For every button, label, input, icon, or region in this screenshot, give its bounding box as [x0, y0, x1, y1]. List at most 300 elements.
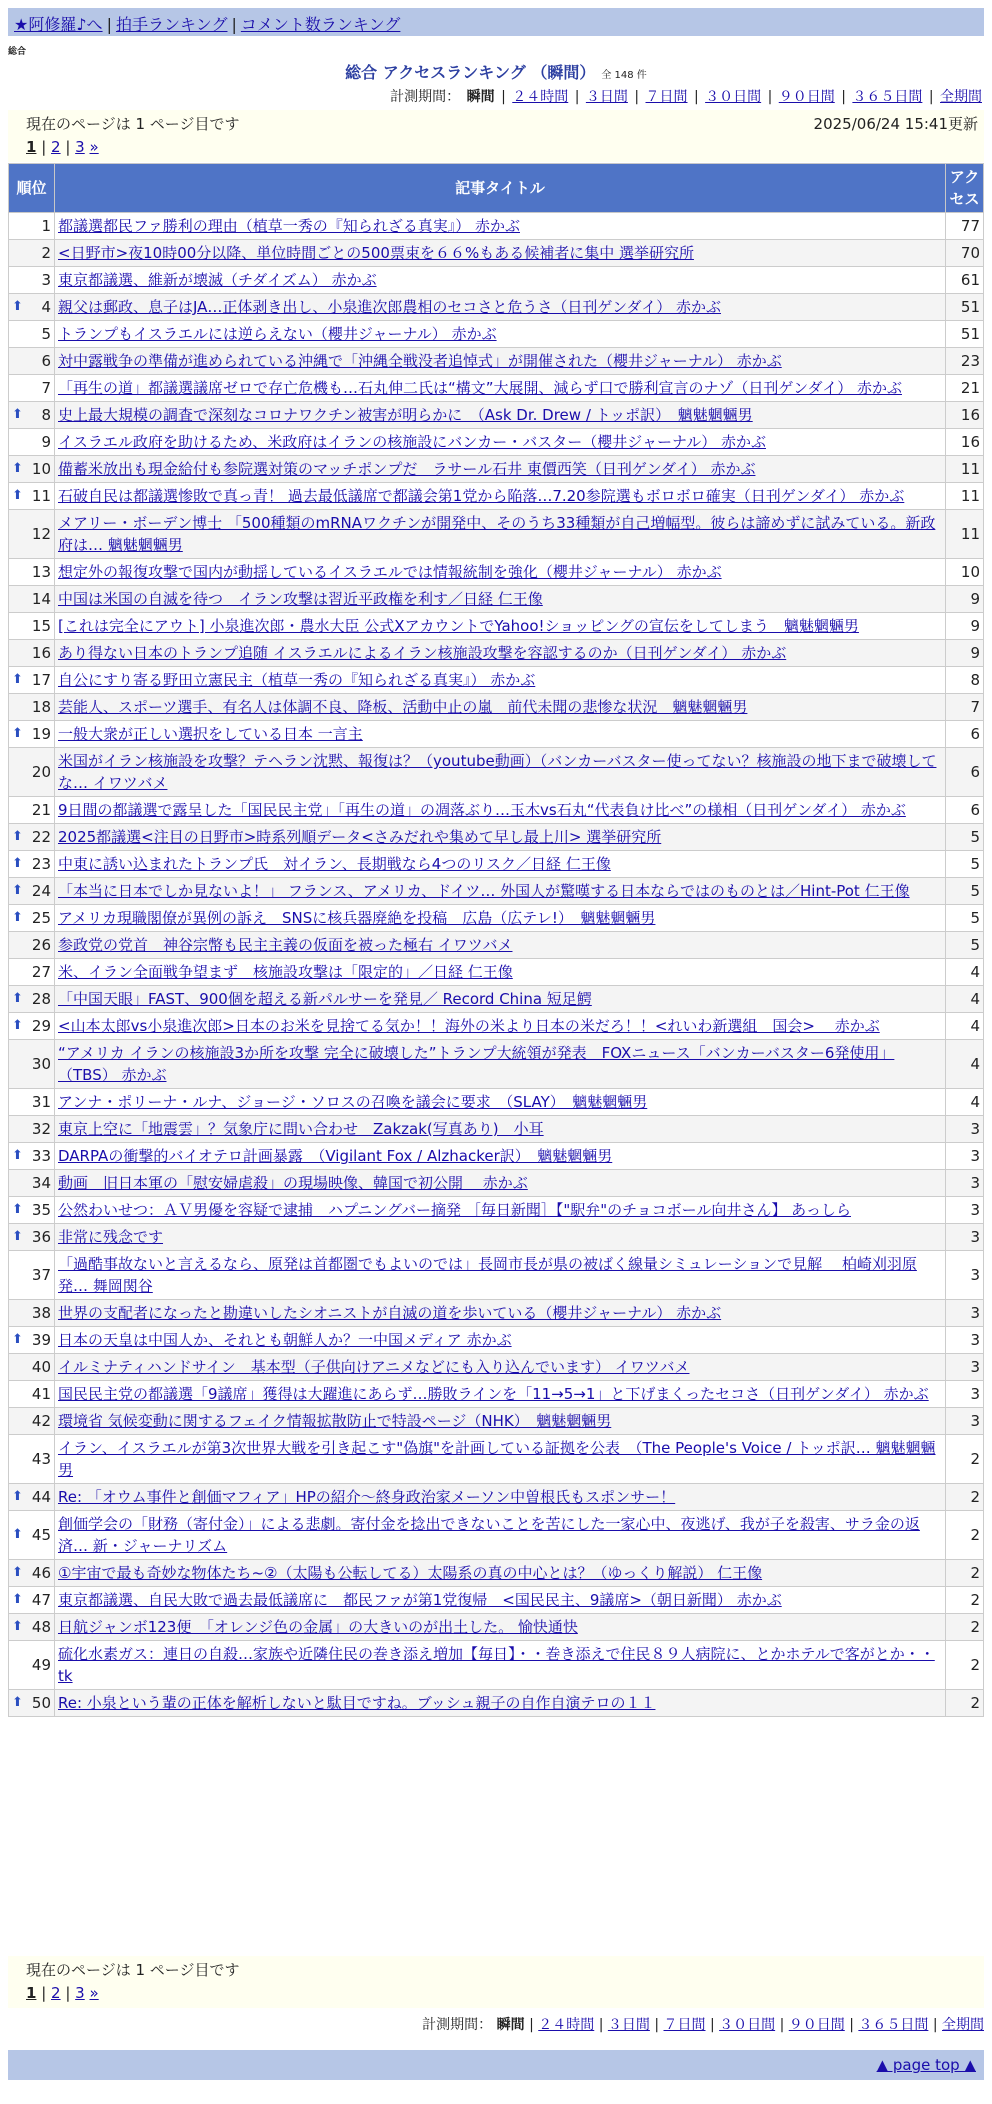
table-row [9, 1197, 984, 1224]
rank-cell [9, 824, 55, 851]
access-count: 9 [946, 586, 984, 613]
article-link[interactable]: 環境省 気候変動に関するフェイク情報拡散防止で特設ページ（NHK） 魑魅魍魎男 [58, 1412, 612, 1430]
article-link[interactable]: 公然わいせつ：ＡＶ男優を容疑で逮捕 ハプニングバー摘発 ［毎日新聞］【"駅弁"のチョコボール向井さん】 あっしら [58, 1201, 851, 1219]
access-count: 10 [946, 559, 984, 586]
title-cell [55, 1641, 946, 1690]
rank-cell [9, 1089, 55, 1116]
article-link[interactable]: 米、イラン全面戦争望まず 核施設攻撃は「限定的」／日経 仁王像 [58, 963, 513, 981]
access-count: 5 [946, 851, 984, 878]
pager-top [8, 110, 984, 162]
table-row [9, 1381, 984, 1408]
rank-number: 16 [31, 644, 51, 662]
category-label: 総合 [8, 47, 27, 57]
table-row [9, 456, 984, 483]
table-row [9, 878, 984, 905]
current-page-text: 現在のページは 1 ページ目です [26, 115, 240, 133]
access-count: 4 [946, 986, 984, 1013]
rank-number: 33 [31, 1147, 51, 1165]
period-label: 計測期間： [390, 89, 461, 105]
home-link[interactable]: ★阿修羅♪へ [14, 15, 103, 34]
table-row [9, 797, 984, 824]
article-link[interactable]: 「本当に日本でしか見ないよ！」 フランス、アメリカ、ドイツ… 外国人が驚嘆する日本ならではのものとは／Hint-Pot 仁王像 [58, 882, 910, 900]
table-row [9, 1143, 984, 1170]
page-3-link[interactable]: 3 [75, 1984, 85, 2002]
rank-number: 39 [31, 1331, 51, 1349]
title-cell [55, 1143, 946, 1170]
rank-number: 2 [41, 244, 51, 262]
access-count: 3 [946, 1354, 984, 1381]
article-link[interactable]: 創価学会の「財務（寄付金）」による悲劇。寄付金を捻出できないことを苦にした一家心中、夜逃げ、我が子を殺害、サラ金の返済… 新・ジャーナリズム [58, 1515, 920, 1555]
rank-cell [9, 1013, 55, 1040]
period-label: 計測期間： [422, 2017, 493, 2033]
article-link[interactable]: 国民民主党の都議選「9議席」獲得は大躍進にあらず…勝敗ラインを「11→5→1」と下げまくったセコさ（日刊ゲンダイ） 赤かぶ [58, 1385, 929, 1403]
rank-up-arrow-icon: ⬆ [12, 672, 23, 687]
pager-bottom [8, 1956, 984, 2008]
rank-cell [9, 1690, 55, 1717]
title-cell [55, 267, 946, 294]
rank-number: 49 [31, 1656, 51, 1674]
rank-cell [9, 1224, 55, 1251]
article-link[interactable]: ①宇宙で最も奇妙な物体たち~②（太陽も公転してる）太陽系の真の中心とは？（ゆっくり解説） 仁王像 [58, 1564, 763, 1582]
rank-number: 30 [31, 1055, 51, 1073]
rank-cell [9, 294, 55, 321]
page-links: 1 | 2 | 3 » [26, 1984, 99, 2002]
article-link[interactable]: 世界の支配者になったと勘違いしたシオニストが自滅の道を歩いている（櫻井ジャーナル） 赤かぶ [58, 1304, 722, 1322]
updated-time: 2025/06/24 15:41更新 [813, 115, 978, 133]
access-count: 3 [946, 1224, 984, 1251]
rank-cell [9, 1300, 55, 1327]
top-nav-bar [8, 8, 984, 36]
rank-up-arrow-icon: ⬆ [12, 1527, 23, 1542]
article-link[interactable]: 東京上空に「地震雲」？気象庁に問い合わせ Zakzak(写真あり) 小耳 [58, 1120, 544, 1138]
page-title [0, 60, 992, 83]
rank-up-arrow-icon: ⬆ [12, 461, 23, 476]
title-cell [55, 1327, 946, 1354]
article-link[interactable]: 動画 旧日本軍の「慰安婦虐殺」の現場映像、韓国で初公開 赤かぶ [58, 1174, 528, 1192]
period-3d[interactable]: ３日間 [585, 89, 628, 105]
rank-cell [9, 1143, 55, 1170]
article-link[interactable]: 備蓄米放出も現金給付も参院選対策のマッチポンプだ ラサール石井 東價西笑（日刊ゲンダイ） 赤かぶ [58, 460, 756, 478]
table-row [9, 483, 984, 510]
rank-number: 12 [31, 525, 51, 543]
rank-up-arrow-icon: ⬆ [12, 299, 23, 314]
title-cell [55, 1587, 946, 1614]
title-cell [55, 1560, 946, 1587]
article-link[interactable]: 米国がイラン核施設を攻撃？テヘラン沈黙、報復は？（youtube動画）（バンカーバスター使ってない？核施設の地下まで破壊してな… イワツバメ [58, 752, 937, 792]
rank-cell [9, 640, 55, 667]
title-cell [55, 1300, 946, 1327]
title-cell [55, 748, 946, 797]
rank-number: 36 [31, 1228, 51, 1246]
rank-number: 7 [41, 379, 51, 397]
rank-up-arrow-icon: ⬆ [12, 1695, 23, 1710]
nav-separator: | [231, 15, 237, 34]
table-row [9, 240, 984, 267]
article-link[interactable]: 都議選都民ファ勝利の理由（植草一秀の『知られざる真実』） 赤かぶ [58, 217, 520, 235]
title-header: 記事タイトル [55, 164, 946, 213]
ranking-title: 総合 アクセスランキング （瞬間） [345, 63, 596, 82]
article-link[interactable]: 一般大衆が正しい選択をしている日本 一言主 [58, 725, 363, 743]
title-cell [55, 932, 946, 959]
access-count: 3 [946, 1116, 984, 1143]
access-count: 3 [946, 1327, 984, 1354]
article-link[interactable]: [これは完全にアウト] 小泉進次郎・農水大臣 公式XアカウントでYahoo!ショッピングの宣伝をしてしまう 魑魅魍魎男 [58, 617, 859, 635]
article-link[interactable]: イラン、イスラエルが第3次世界大戦を引き起こす"偽旗"を計画している証拠を公表 （The People's Voice / トッポ訳… 魑魅魍魎男 [58, 1439, 936, 1479]
rank-up-arrow-icon: ⬆ [12, 856, 23, 871]
rank-cell [9, 240, 55, 267]
rank-cell [9, 986, 55, 1013]
rank-cell [9, 721, 55, 748]
rank-up-arrow-icon: ⬆ [12, 1619, 23, 1634]
rank-cell [9, 267, 55, 294]
period-instant: 瞬間 [466, 89, 495, 105]
rank-cell [9, 483, 55, 510]
title-cell [55, 294, 946, 321]
rank-number: 28 [31, 990, 51, 1008]
access-count: 51 [946, 294, 984, 321]
rank-number: 40 [31, 1358, 51, 1376]
rank-cell [9, 1040, 55, 1089]
access-count: 6 [946, 748, 984, 797]
rank-cell [9, 1197, 55, 1224]
rank-up-arrow-icon: ⬆ [12, 1332, 23, 1347]
access-count: 6 [946, 721, 984, 748]
access-count: 77 [946, 213, 984, 240]
rank-cell [9, 613, 55, 640]
access-count: 5 [946, 932, 984, 959]
table-row [9, 1511, 984, 1560]
title-cell [55, 586, 946, 613]
page-2-link[interactable]: 2 [51, 138, 61, 156]
rank-number: 42 [31, 1412, 51, 1430]
rank-up-arrow-icon: ⬆ [12, 1565, 23, 1580]
article-link[interactable]: 「過酷事故ないと言えるなら、原発は首都圏でもよいのでは」長岡市長が県の被ばく線量シミュレーションで見解 柏崎刈羽原発… 舞岡関谷 [58, 1255, 917, 1295]
page-top-link[interactable]: ▲ page top ▲ [876, 2056, 976, 2074]
table-row [9, 1013, 984, 1040]
table-row [9, 429, 984, 456]
rank-number: 34 [31, 1174, 51, 1192]
table-row [9, 1354, 984, 1381]
article-link[interactable]: 2025都議選<注目の日野市>時系列順データ<さみだれや集めて早し最上川> 選挙研究所 [58, 828, 662, 846]
rank-up-arrow-icon: ⬆ [12, 1229, 23, 1244]
article-link[interactable]: 史上最大規模の調査で深刻なコロナワクチン被害が明らかに （Ask Dr. Drew / トッポ訳） 魑魅魍魎男 [58, 406, 753, 424]
title-cell [55, 240, 946, 267]
article-link[interactable]: メアリー・ボーデン博士 「500種類のmRNAワクチンが開発中、そのうち33種類が自己増幅型。彼らは諦めずに試みている。新政府は… 魑魅魍魎男 [58, 514, 936, 554]
title-cell [55, 1170, 946, 1197]
article-link[interactable]: 中東に誘い込まれたトランプ氏 対イラン、長期戦なら4つのリスク／日経 仁王像 [58, 855, 611, 873]
period-selector: 計測期間： 瞬間 | ２４時間 | ３日間 | ７日間 | ３０日間 | ９０日間 | ３６５日間 | 全期間 [390, 89, 982, 105]
rank-number: 22 [31, 828, 51, 846]
table-row [9, 1116, 984, 1143]
title-cell [55, 878, 946, 905]
article-link[interactable]: 非常に残念です [58, 1228, 164, 1246]
table-row [9, 321, 984, 348]
access-count: 2 [946, 1484, 984, 1511]
rank-cell [9, 375, 55, 402]
title-cell [55, 1354, 946, 1381]
access-count: 9 [946, 613, 984, 640]
access-count: 2 [946, 1614, 984, 1641]
rank-number: 9 [41, 433, 51, 451]
table-row [9, 851, 984, 878]
rank-up-arrow-icon: ⬆ [12, 829, 23, 844]
rank-number: 21 [31, 801, 51, 819]
period-24h[interactable]: ２４時間 [512, 89, 569, 105]
rank-cell [9, 959, 55, 986]
article-link[interactable]: “アメリカ イランの核施設3か所を攻撃 完全に破壊した”トランプ大統領が発表 FOXニュース「バンカーバスター6発使用」（TBS） 赤かぶ [58, 1044, 895, 1084]
rank-cell [9, 213, 55, 240]
rank-up-arrow-icon: ⬆ [12, 910, 23, 925]
table-row [9, 667, 984, 694]
rank-number: 25 [31, 909, 51, 927]
article-link[interactable]: トランプもイスラエルには逆らえない（櫻井ジャーナル） 赤かぶ [58, 325, 497, 343]
rank-cell [9, 456, 55, 483]
table-row [9, 267, 984, 294]
rank-cell [9, 1354, 55, 1381]
access-count: 11 [946, 510, 984, 559]
title-cell [55, 1040, 946, 1089]
table-row [9, 1587, 984, 1614]
rank-number: 15 [31, 617, 51, 635]
article-link[interactable]: 日航ジャンボ123便 「オレンジ色の金属」の大きいのが出土した。 愉快通快 [58, 1618, 578, 1636]
rank-number: 41 [31, 1385, 51, 1403]
period-all[interactable]: 全期間 [942, 2017, 984, 2033]
next-page-link[interactable]: » [89, 1984, 99, 2002]
rank-number: 6 [41, 352, 51, 370]
rank-number: 19 [31, 725, 51, 743]
article-link[interactable]: 「再生の道」都議選議席ゼロで存亡危機も…石丸伸二氏は“構文”大展開、減らず口で勝利宣言のナゾ（日刊ゲンダイ） 赤かぶ [58, 379, 902, 397]
rank-cell [9, 510, 55, 559]
table-row [9, 586, 984, 613]
title-cell [55, 456, 946, 483]
rank-cell [9, 559, 55, 586]
table-row [9, 213, 984, 240]
table-row [9, 905, 984, 932]
rank-number: 50 [31, 1694, 51, 1712]
rank-cell [9, 1435, 55, 1484]
access-count: 51 [946, 321, 984, 348]
access-count: 11 [946, 456, 984, 483]
article-link[interactable]: 東京都議選、維新が壊滅（チダイズム） 赤かぶ [58, 271, 377, 289]
rank-number: 24 [31, 882, 51, 900]
rank-up-arrow-icon: ⬆ [12, 1148, 23, 1163]
table-row [9, 694, 984, 721]
period-24h[interactable]: ２４時間 [538, 2017, 595, 2033]
access-count: 7 [946, 694, 984, 721]
rank-number: 13 [31, 563, 51, 581]
rank-cell [9, 1251, 55, 1300]
access-count: 4 [946, 1013, 984, 1040]
article-link[interactable]: イスラエル政府を助けるため、米政府はイランの核施設にバンカー・バスター（櫻井ジャーナル） 赤かぶ [58, 433, 766, 451]
rank-cell [9, 429, 55, 456]
title-cell [55, 1484, 946, 1511]
period-3d[interactable]: ３日間 [607, 2017, 650, 2033]
title-cell [55, 1089, 946, 1116]
period-all[interactable]: 全期間 [940, 89, 982, 105]
table-row [9, 1327, 984, 1354]
rank-number: 20 [31, 763, 51, 781]
table-row [9, 375, 984, 402]
title-cell [55, 375, 946, 402]
period-selector-bottom: 計測期間： 瞬間 | ２４時間 | ３日間 | ７日間 | ３０日間 | ９０日間 | ３６５日間 | 全期間 [422, 2017, 984, 2033]
title-cell [55, 348, 946, 375]
rank-number: 1 [41, 217, 51, 235]
table-row [9, 1040, 984, 1089]
period-365d[interactable]: ３６５日間 [852, 89, 923, 105]
table-row [9, 1089, 984, 1116]
ranking-table [8, 163, 984, 1717]
rank-number: 4 [41, 298, 51, 316]
rank-cell [9, 1381, 55, 1408]
access-count: 6 [946, 797, 984, 824]
table-row [9, 721, 984, 748]
table-row [9, 1484, 984, 1511]
rank-cell [9, 1170, 55, 1197]
rank-up-arrow-icon: ⬆ [12, 991, 23, 1006]
rank-cell [9, 1116, 55, 1143]
article-link[interactable]: 親父は郵政、息子はJA…正体剥き出し、小泉進次郎農相のセコさと危うさ（日刊ゲンダイ） 赤かぶ [58, 298, 721, 316]
access-count: 16 [946, 429, 984, 456]
clap-ranking-link[interactable]: 拍手ランキング [115, 15, 228, 34]
rank-up-arrow-icon: ⬆ [12, 488, 23, 503]
rank-up-arrow-icon: ⬆ [12, 407, 23, 422]
rank-number: 10 [31, 460, 51, 478]
article-link[interactable]: 中国は米国の自滅を待つ イラン攻撃は習近平政権を利す／日経 仁王像 [58, 590, 543, 608]
table-row [9, 1300, 984, 1327]
title-cell [55, 1435, 946, 1484]
rank-up-arrow-icon: ⬆ [12, 1018, 23, 1033]
page-1-current: 1 [26, 138, 37, 156]
title-cell [55, 1511, 946, 1560]
rank-cell [9, 851, 55, 878]
article-link[interactable]: 9日間の都議選で露呈した「国民民主党」「再生の道」の凋落ぶり…玉木vs石丸“代表負け比べ”の様相（日刊ゲンダイ） 赤かぶ [58, 801, 906, 819]
table-row [9, 294, 984, 321]
rank-cell [9, 321, 55, 348]
article-link[interactable]: 日本の天皇は中国人か、それとも朝鮮人か？一中国メディア 赤かぶ [58, 1331, 512, 1349]
page-2-link[interactable]: 2 [51, 1984, 61, 2002]
article-link[interactable]: 東京都議選、自民大敗で過去最低議席に 都民ファが第1党復帰 <国民民主、9議席>（朝日新聞） 赤かぶ [58, 1591, 782, 1609]
access-count: 21 [946, 375, 984, 402]
period-90d[interactable]: ９０日間 [778, 89, 835, 105]
total-count: 全 148 件 [601, 70, 647, 81]
article-link[interactable]: 対中露戦争の準備が進められている沖縄で「沖縄全戦没者追悼式」が開催された（櫻井ジャーナル） 赤かぶ [58, 352, 782, 370]
article-link[interactable]: 想定外の報復攻撃で国内が動揺しているイスラエルでは情報統制を強化（櫻井ジャーナル） 赤かぶ [58, 563, 722, 581]
access-count: 2 [946, 1587, 984, 1614]
article-link[interactable]: DARPAの衝撃的バイオテロ計画暴露 （Vigilant Fox / Alzhacker訳） 魑魅魍魎男 [58, 1147, 613, 1165]
access-count: 61 [946, 267, 984, 294]
rank-header: 順位 [9, 164, 55, 213]
title-cell [55, 1408, 946, 1435]
access-count: 4 [946, 1040, 984, 1089]
rank-cell [9, 348, 55, 375]
rank-cell [9, 878, 55, 905]
rank-number: 44 [31, 1488, 51, 1506]
title-cell [55, 613, 946, 640]
title-cell [55, 797, 946, 824]
table-row [9, 1170, 984, 1197]
table-row [9, 402, 984, 429]
ranking-rows [9, 213, 984, 1717]
article-link[interactable]: アンナ・ポリーナ・ルナ、ジョージ・ソロスの召喚を議会に要求 （SLAY） 魑魅魍魎男 [58, 1093, 648, 1111]
rank-cell [9, 797, 55, 824]
article-link[interactable]: <日野市>夜10時00分以降、単位時間ごとの500票束を６６%もある候補者に集中 選挙研究所 [58, 244, 694, 262]
access-count: 8 [946, 667, 984, 694]
footer-bar [8, 2050, 984, 2080]
next-page-link[interactable]: » [89, 138, 99, 156]
table-row [9, 1408, 984, 1435]
period-7d[interactable]: ７日間 [645, 89, 688, 105]
article-link[interactable]: アメリカ現職閣僚が異例の訴え SNSに核兵器廃絶を投稿 広島（広テレ!） 魑魅魍魎男 [58, 909, 656, 927]
article-link[interactable]: Re: 「オウム事件と創価マフィア」HPの紹介～終身政治家メーソン中曽根氏もスポンサー！ [58, 1488, 676, 1506]
table-row [9, 959, 984, 986]
period-365d[interactable]: ３６５日間 [858, 2017, 929, 2033]
period-30d[interactable]: ３０日間 [719, 2017, 776, 2033]
title-cell [55, 402, 946, 429]
rank-up-arrow-icon: ⬆ [12, 1592, 23, 1607]
title-cell [55, 824, 946, 851]
access-count: 2 [946, 1641, 984, 1690]
rank-number: 37 [31, 1266, 51, 1284]
article-link[interactable]: 参政党の党首 神谷宗幣も民主主義の仮面を被った極右 イワツバメ [58, 936, 513, 954]
access-count: 3 [946, 1143, 984, 1170]
rank-number: 38 [31, 1304, 51, 1322]
table-header [9, 164, 984, 213]
rank-up-arrow-icon: ⬆ [12, 726, 23, 741]
rank-cell [9, 1587, 55, 1614]
rank-cell [9, 932, 55, 959]
article-link[interactable]: あり得ない日本のトランプ追随 イスラエルによるイラン核施設攻撃を容認するのか（日刊ゲンダイ） 赤かぶ [58, 644, 787, 662]
article-link[interactable]: イルミナティハンドサイン 基本型（子供向けアニメなどにも入り込んでいます） イワツバメ [58, 1358, 690, 1376]
rank-number: 3 [41, 271, 51, 289]
title-cell [55, 667, 946, 694]
rank-cell [9, 694, 55, 721]
access-count: 3 [946, 1251, 984, 1300]
access-count: 9 [946, 640, 984, 667]
rank-number: 14 [31, 590, 51, 608]
access-header: アクセス [946, 164, 984, 213]
article-link[interactable]: 硫化水素ガス：連日の自殺…家族や近隣住民の巻き添え増加【毎日】・・巻き添えで住民８９人病院に、とかホテルで客がとか・・ tk [58, 1645, 935, 1685]
period-30d[interactable]: ３０日間 [705, 89, 762, 105]
rank-number: 23 [31, 855, 51, 873]
access-count: 70 [946, 240, 984, 267]
rank-number: 29 [31, 1017, 51, 1035]
article-link[interactable]: 石破自民は都議選惨敗で真っ青！ 過去最低議席で都議会第1党から陥落…7.20参院選もボロボロ確実（日刊ゲンダイ） 赤かぶ [58, 487, 905, 505]
rank-cell [9, 1484, 55, 1511]
title-cell [55, 1013, 946, 1040]
period-7d[interactable]: ７日間 [663, 2017, 706, 2033]
title-cell [55, 1690, 946, 1717]
article-link[interactable]: <山本太郎vs小泉進次郎>日本のお米を見捨てる気か！！海外の米より日本の米だろ！！<れいわ新選組 国会> 赤かぶ [58, 1017, 880, 1035]
title-cell [55, 1224, 946, 1251]
article-link[interactable]: 芸能人、スポーツ選手、有名人は体調不良、降板、活動中止の嵐 前代未聞の悲惨な状況 魑魅魍魎男 [58, 698, 748, 716]
rank-number: 35 [31, 1201, 51, 1219]
article-link[interactable]: 自公にすり寄る野田立憲民主（植草一秀の『知られざる真実』） 赤かぶ [58, 671, 536, 689]
page-1-current: 1 [26, 1984, 37, 2002]
title-cell [55, 1116, 946, 1143]
current-page-text: 現在のページは 1 ページ目です [26, 1961, 240, 1979]
rank-cell [9, 1408, 55, 1435]
access-count: 4 [946, 959, 984, 986]
rank-cell [9, 1327, 55, 1354]
article-link[interactable]: 「中国天眼」FAST、900個を超える新パルサーを発見／ Record China 短足鰐 [58, 990, 592, 1008]
title-cell [55, 1197, 946, 1224]
page-3-link[interactable]: 3 [75, 138, 85, 156]
comment-ranking-link[interactable]: コメント数ランキング [240, 15, 401, 34]
access-count: 2 [946, 1435, 984, 1484]
rank-cell [9, 667, 55, 694]
article-link[interactable]: Re: 小泉という輩の正体を解析しないと駄目ですね。ブッシュ親子の自作自演テロの１１ [58, 1694, 656, 1712]
period-90d[interactable]: ９０日間 [788, 2017, 845, 2033]
